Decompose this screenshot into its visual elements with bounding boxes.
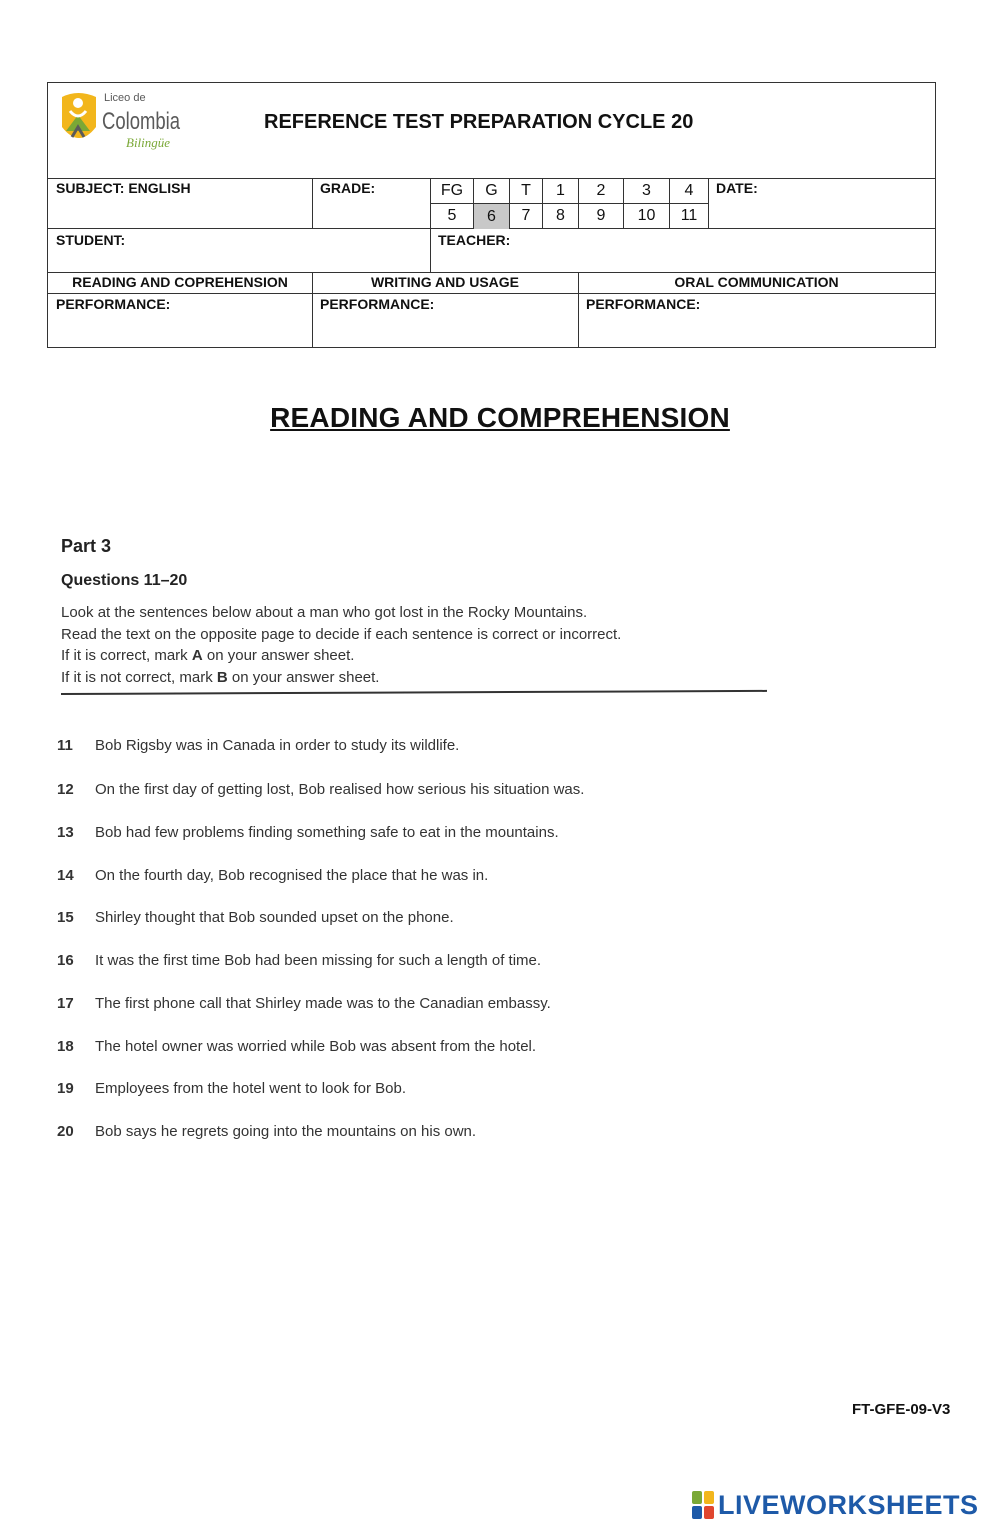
grade-option-selected[interactable]: 6 xyxy=(474,204,509,229)
question-item xyxy=(57,781,584,798)
logo-text-line1: Liceo de xyxy=(104,92,146,104)
performance-label-oral: PERFORMANCE: xyxy=(586,296,701,312)
questions-range: Questions 11–20 xyxy=(61,572,188,589)
question-text: Bob says he regrets going into the mountains on his own. xyxy=(95,1123,477,1140)
question-item xyxy=(57,737,459,754)
question-item xyxy=(57,867,488,884)
question-number: 13 xyxy=(57,824,74,841)
test-title: REFERENCE TEST PREPARATION CYCLE 20 xyxy=(264,111,694,133)
grade-option[interactable]: 8 xyxy=(556,207,565,224)
grade-option[interactable]: 4 xyxy=(684,182,694,199)
question-text: Bob had few problems finding something safe to eat in the mountains. xyxy=(95,824,559,841)
question-number: 14 xyxy=(57,867,74,884)
grade-option[interactable]: 5 xyxy=(447,207,457,224)
question-number: 15 xyxy=(57,909,74,926)
grade-option[interactable]: 9 xyxy=(596,207,606,224)
instruction-line: If it is not correct, mark B on your answer sheet. xyxy=(61,668,380,686)
question-text: On the fourth day, Bob recognised the place that he was in. xyxy=(95,867,489,884)
section-writing: WRITING AND USAGE xyxy=(370,274,520,290)
performance-label-reading: PERFORMANCE: xyxy=(56,296,171,312)
school-logo xyxy=(56,87,196,157)
grade-option[interactable]: 1 xyxy=(556,182,565,199)
grade-option[interactable]: 7 xyxy=(521,207,531,224)
logo-text-line2: Colombia xyxy=(102,108,181,135)
question-number: 17 xyxy=(57,995,74,1012)
grade-option[interactable]: FG xyxy=(440,182,464,199)
question-text: Shirley thought that Bob sounded upset on the phone. xyxy=(95,909,454,926)
question-item xyxy=(57,1123,476,1140)
answer-letter: B xyxy=(216,668,228,686)
answer-letter: A xyxy=(191,647,203,664)
instructions xyxy=(61,602,621,688)
divider xyxy=(61,690,767,695)
instruction-line: If it is correct, mark A on your answer sheet. xyxy=(61,647,355,664)
question-item xyxy=(57,909,454,926)
question-text: The hotel owner was worried while Bob was absent from the hotel. xyxy=(95,1038,537,1055)
question-number: 18 xyxy=(57,1038,74,1055)
grade-label: GRADE: xyxy=(320,180,376,196)
question-text: Employees from the hotel went to look for Bob. xyxy=(95,1080,406,1097)
grade-option[interactable]: G xyxy=(485,182,498,199)
section-oral: ORAL COMMUNICATION xyxy=(674,274,839,290)
question-number: 11 xyxy=(57,737,73,754)
question-item xyxy=(57,995,551,1012)
grade-option[interactable]: 3 xyxy=(642,182,651,199)
question-number: 20 xyxy=(57,1123,74,1140)
date-label: DATE: xyxy=(716,180,758,196)
liveworksheets-logo[interactable] xyxy=(692,1488,979,1522)
teacher-label: TEACHER: xyxy=(438,232,511,248)
question-item xyxy=(57,824,559,841)
header-form xyxy=(47,82,936,348)
logo-text-line3: Bilingüe xyxy=(126,135,171,150)
form-code: FT-GFE-09-V3 xyxy=(852,1401,951,1418)
question-item xyxy=(57,1080,406,1097)
header-title-row xyxy=(48,83,935,179)
question-text: The first phone call that Shirley made was to the Canadian embassy. xyxy=(95,995,551,1012)
question-text: It was the first time Bob had been missing for such a length of time. xyxy=(95,952,542,969)
instruction-line: Read the text on the opposite page to decide if each sentence is correct or incorrect. xyxy=(61,625,622,643)
student-label: STUDENT: xyxy=(56,232,126,248)
instruction-line: Look at the sentences below about a man who got lost in the Rocky Mountains. xyxy=(61,604,588,621)
question-number: 16 xyxy=(57,952,74,969)
question-number: 12 xyxy=(57,781,74,798)
grade-option[interactable]: 11 xyxy=(680,207,698,224)
subject-label: SUBJECT: ENGLISH xyxy=(56,180,191,196)
grade-option[interactable]: T xyxy=(521,182,531,199)
question-item xyxy=(57,952,541,969)
grade-option[interactable]: 10 xyxy=(637,207,656,224)
section-reading: READING AND COPREHENSION xyxy=(72,274,288,290)
question-item xyxy=(57,1038,536,1055)
part-heading: Part 3 xyxy=(61,536,112,556)
question-text: On the first day of getting lost, Bob realised how serious his situation was. xyxy=(95,781,585,798)
grade-option[interactable]: 2 xyxy=(596,182,606,199)
question-number: 19 xyxy=(57,1080,74,1097)
performance-label-writing: PERFORMANCE: xyxy=(320,296,435,312)
question-text: Bob Rigsby was in Canada in order to study its wildlife. xyxy=(95,737,460,754)
liveworksheets-icon xyxy=(692,1491,714,1519)
page-title: READING AND COMPREHENSION xyxy=(270,402,730,433)
liveworksheets-brand: LIVEWORKSHEETS xyxy=(718,1489,979,1520)
